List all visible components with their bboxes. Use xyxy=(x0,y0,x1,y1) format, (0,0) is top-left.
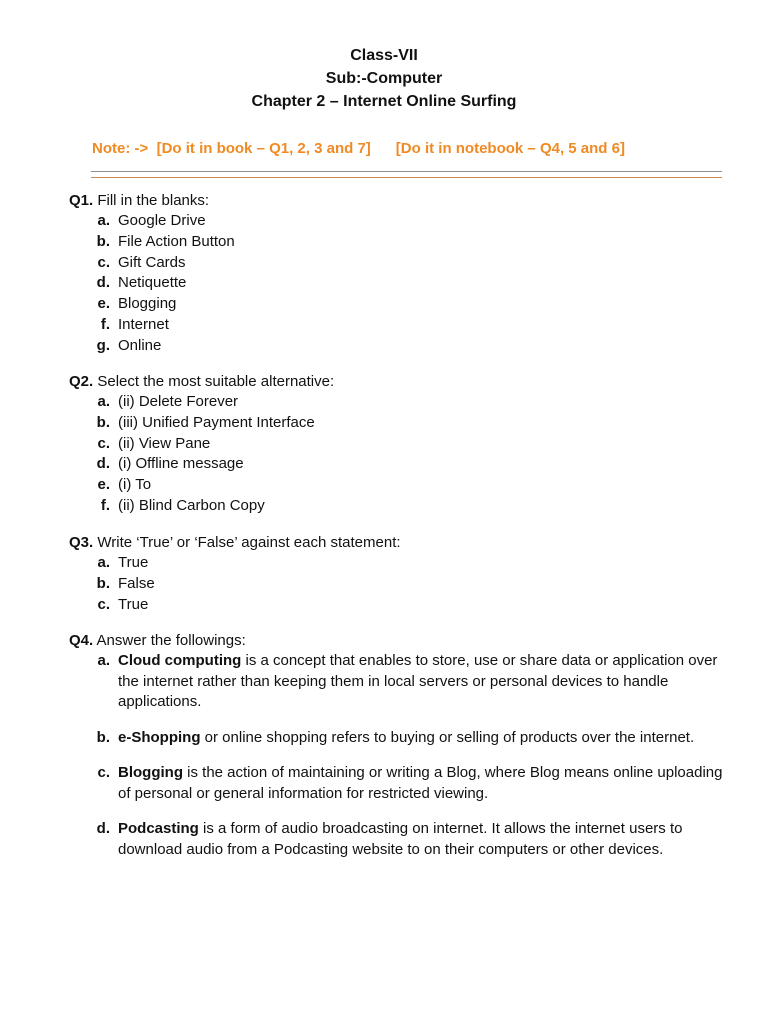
answer-letter: e. xyxy=(97,476,110,494)
answer-text: (iii) Unified Payment Interface xyxy=(118,413,315,431)
answer-text xyxy=(110,651,729,713)
answer-letter: f. xyxy=(100,315,110,333)
answer-letter: d. xyxy=(96,820,110,837)
answer-text: (i) Offline message xyxy=(118,455,244,473)
answer-letter: a. xyxy=(97,393,110,410)
answer-item xyxy=(69,253,729,274)
answer-letter: c. xyxy=(97,253,110,271)
answer-text: False xyxy=(118,574,155,592)
answer-item xyxy=(69,454,729,475)
question-3-answers xyxy=(69,553,729,615)
answer-item xyxy=(69,211,729,232)
answer-definition: is a concept that enables to store, use or share data or application over the internet rather than keeping them in local servers or personal devices to handle applications. xyxy=(118,652,718,710)
answer-letter: a. xyxy=(97,554,110,571)
answer-item xyxy=(69,819,729,860)
answer-term: e-Shopping xyxy=(118,728,201,746)
answer-text: (ii) View Pane xyxy=(118,434,211,452)
answer-definition: is the action of maintaining or writing a Blog, where Blog means online uploading of personal or general information for restricted viewing. xyxy=(118,764,723,802)
question-3 xyxy=(69,532,729,615)
answer-term: Blogging xyxy=(118,764,183,781)
answer-text: Gift Cards xyxy=(118,253,186,271)
answer-item xyxy=(69,763,729,804)
question-1-label: Q1. xyxy=(69,192,94,209)
answer-text: Online xyxy=(118,336,162,354)
class-title: Class-VII xyxy=(350,47,418,64)
question-1-prompt: Fill in the blanks: xyxy=(93,192,210,209)
answer-text: File Action Button xyxy=(118,232,235,250)
answer-item xyxy=(69,315,729,336)
question-4-label: Q4. xyxy=(69,632,94,649)
answer-letter: c. xyxy=(97,434,110,452)
answer-definition: is a form of audio broadcasting on internet. It allows the internet users to download audio from a Podcasting website to on their computers or other devices. xyxy=(118,820,683,858)
answer-letter: f. xyxy=(100,496,110,514)
answer-item xyxy=(69,496,729,517)
answer-text xyxy=(110,728,729,749)
answer-letter: a. xyxy=(97,652,110,669)
answer-text xyxy=(110,819,729,860)
answer-letter: g. xyxy=(96,336,110,354)
answer-item xyxy=(69,574,729,595)
question-4-answers xyxy=(69,651,729,860)
answer-letter: c. xyxy=(97,595,110,613)
question-4-prompt: Answer the followings: xyxy=(93,632,246,649)
subject-title: Sub:-Computer xyxy=(325,70,443,87)
answer-item xyxy=(69,434,729,455)
answer-item xyxy=(69,273,729,294)
chapter-title: Chapter 2 – Internet Online Surfing xyxy=(251,93,517,110)
divider-line-bottom xyxy=(91,177,722,178)
answer-item xyxy=(69,392,729,413)
answer-item xyxy=(69,728,729,749)
question-1-title xyxy=(69,190,729,211)
answer-item xyxy=(69,595,729,616)
answer-text: Google Drive xyxy=(118,212,206,229)
answer-term: Cloud computing xyxy=(118,652,242,669)
answer-letter: b. xyxy=(96,574,110,592)
answer-text: (ii) Blind Carbon Copy xyxy=(118,496,265,514)
answer-item xyxy=(69,232,729,253)
answer-text: (i) To xyxy=(118,476,152,494)
answer-item xyxy=(69,475,729,496)
document-header xyxy=(0,44,768,113)
question-2-prompt: Select the most suitable alternative: xyxy=(93,373,335,390)
divider-line-top xyxy=(91,171,722,172)
question-2-answers xyxy=(69,392,729,517)
question-1 xyxy=(69,190,729,357)
answer-letter: d. xyxy=(96,274,110,292)
question-3-title xyxy=(69,532,729,553)
question-3-prompt: Write ‘True’ or ‘False’ against each statement: xyxy=(93,534,401,551)
answer-text: True xyxy=(118,595,149,613)
answer-letter: d. xyxy=(96,455,110,473)
question-4-title xyxy=(69,630,729,651)
answer-text: (ii) Delete Forever xyxy=(118,393,239,410)
answer-text: True xyxy=(118,554,149,571)
question-2-title xyxy=(69,371,729,392)
question-2-label: Q2. xyxy=(69,373,94,390)
answer-item xyxy=(69,336,729,357)
question-2 xyxy=(69,371,729,517)
answer-text xyxy=(110,763,729,804)
answer-text: Blogging xyxy=(118,295,177,313)
answer-letter: a. xyxy=(97,212,110,229)
answer-letter: e. xyxy=(97,295,110,313)
answer-letter: b. xyxy=(96,232,110,250)
question-1-answers xyxy=(69,211,729,357)
question-4 xyxy=(69,630,729,875)
answer-letter: b. xyxy=(96,413,110,431)
answer-text: Internet xyxy=(118,315,169,333)
answer-item xyxy=(69,294,729,315)
answer-item xyxy=(69,651,729,713)
answer-item xyxy=(69,553,729,574)
question-3-label: Q3. xyxy=(69,534,94,551)
answer-term: Podcasting xyxy=(118,820,199,837)
answer-letter: c. xyxy=(97,764,110,781)
answer-text: Netiquette xyxy=(118,274,187,292)
answer-item xyxy=(69,413,729,434)
answer-definition: or online shopping refers to buying or selling of products over the internet. xyxy=(200,728,695,746)
answer-letter: b. xyxy=(96,728,110,746)
instruction-note: Note: -> [Do it in book – Q1, 2, 3 and 7] [Do it in notebook – Q4, 5 and 6] xyxy=(92,140,625,157)
